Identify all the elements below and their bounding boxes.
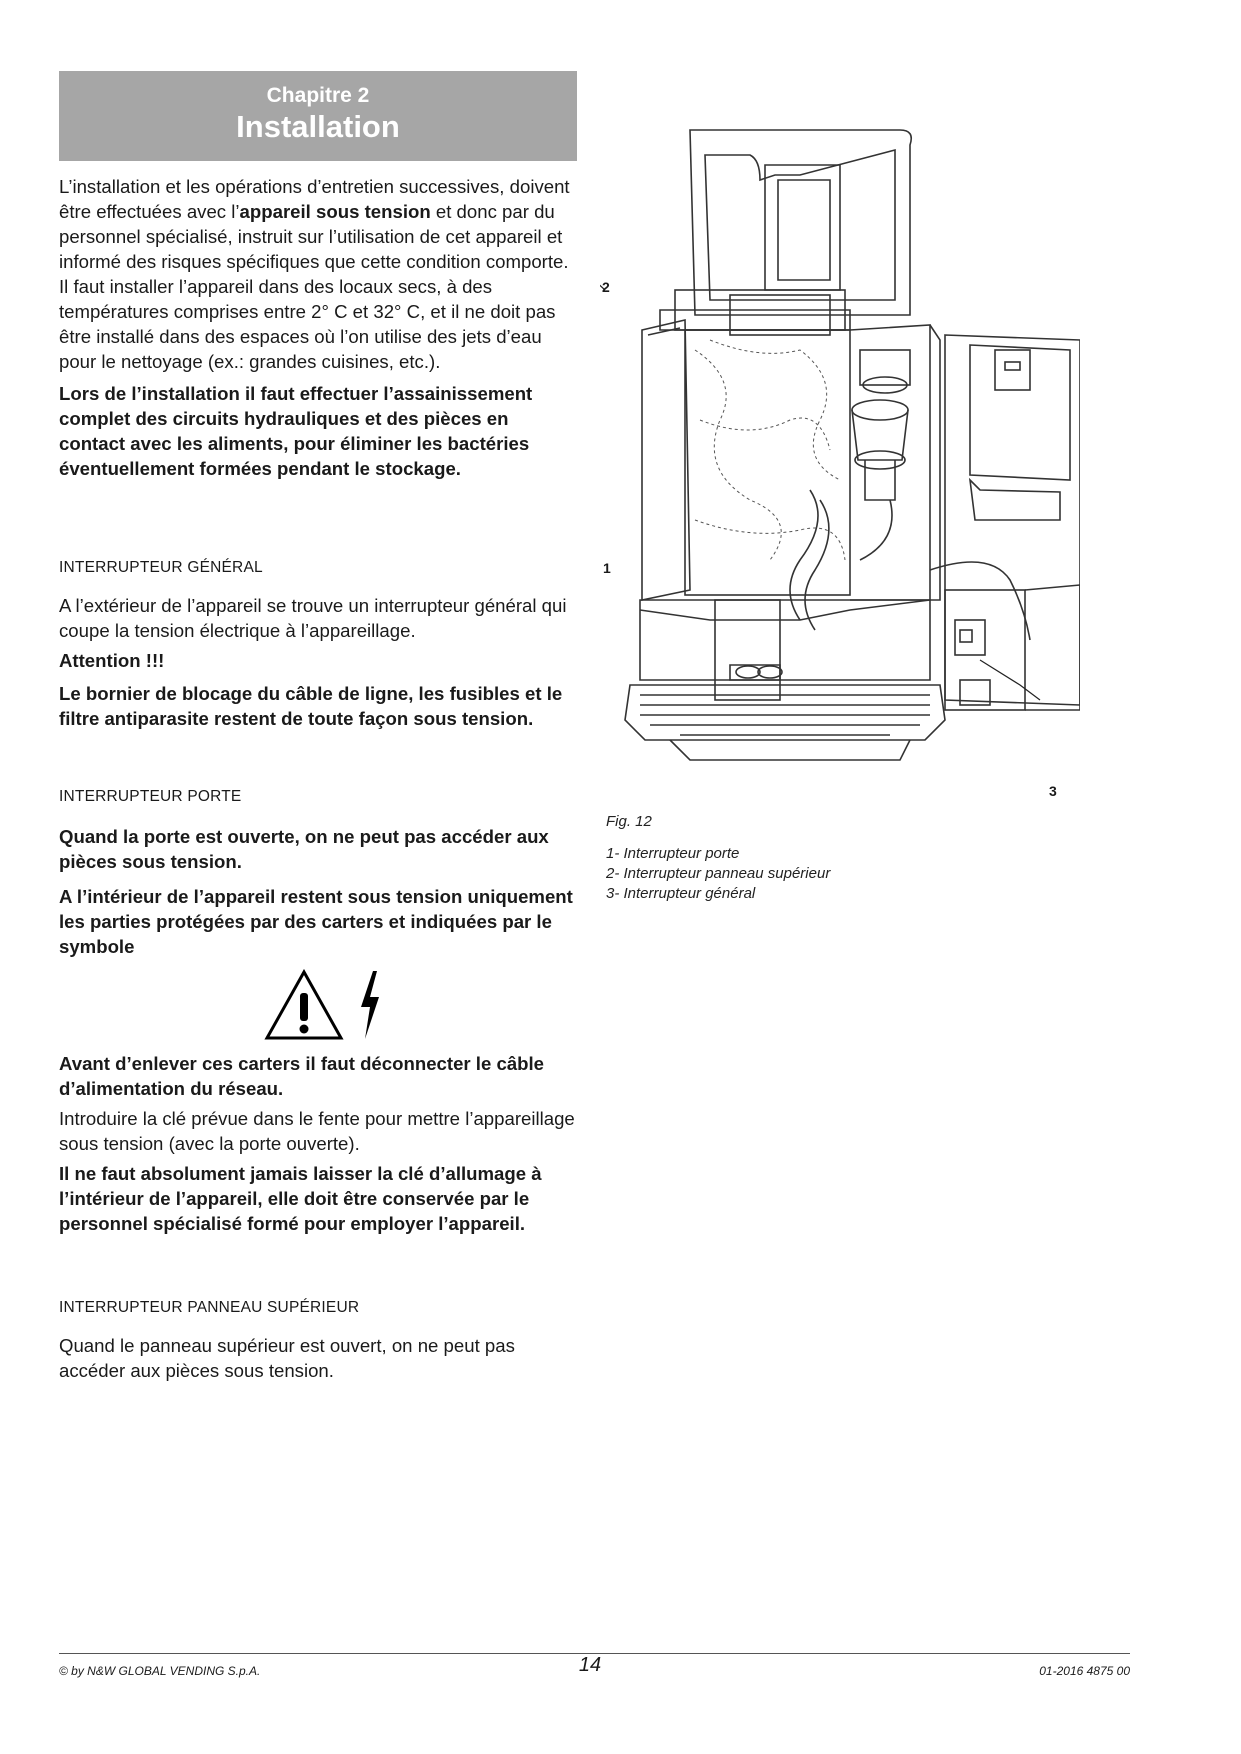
door-switch-text: Introduire la clé prévue dans le fente pour mettre l’appareillage sous tension (avec la porte ouverte). — [59, 1108, 575, 1154]
general-switch-warning: Le bornier de blocage du câble de ligne, les fusibles et le filtre antiparasite restent de toute façon sous tension. — [59, 683, 563, 729]
intro-warning: Lors de l’installation il faut effectuer l’assainissement complet des circuits hydrauliques et des pièces en contact avec les aliments, pour éliminer les bactéries éventuellement formées pendant le stockage. — [59, 383, 533, 479]
door-switch-bold-3: Avant d’enlever ces carters il faut déconnecter le câble d’alimentation du réseau. — [59, 1053, 545, 1099]
chapter-title: Installation — [236, 109, 400, 144]
legend-item-3: 3- Interrupteur général — [606, 885, 756, 902]
chapter-header — [59, 71, 577, 161]
footer-copyright: © by N&W GLOBAL VENDING S.p.A. — [59, 1664, 261, 1678]
lightning-bolt-icon — [357, 969, 383, 1041]
page-number: 14 — [578, 1654, 602, 1676]
figure-label: Fig. 12 — [606, 813, 652, 830]
general-switch-text: A l’extérieur de l’appareil se trouve un interrupteur général qui coupe la tension électrique à l’appareillage. — [59, 595, 567, 641]
callout-2: 2 — [602, 279, 610, 295]
door-switch-heading: INTERRUPTEUR PORTE — [59, 788, 242, 805]
general-switch-section — [59, 558, 579, 731]
top-panel-switch-heading: INTERRUPTEUR PANNEAU SUPÉRIEUR — [59, 1299, 360, 1316]
chapter-number: Chapitre 2 — [266, 84, 370, 107]
door-switch-section — [59, 787, 579, 1236]
door-switch-bold-2: A l’intérieur de l’appareil restent sous tension uniquement les parties protégées par des carters et indiquées par le symbole — [59, 886, 573, 957]
intro-paragraph-1: L’installation et les opérations d’entretien successives, doivent être effectuées avec l’appareil sous tension et donc par du personnel spécialisé, instruit sur l’utilisation de cet appareil et informé des risques spécifiques que cette condition comporte. — [59, 176, 570, 272]
top-panel-switch-text: Quand le panneau supérieur est ouvert, on ne peut pas accéder aux pièces sous tension. — [59, 1335, 515, 1381]
footer-doc-code: 01-2016 4875 00 — [1039, 1664, 1130, 1678]
top-panel-switch-section — [59, 1298, 579, 1383]
legend-item-2: 2- Interrupteur panneau supérieur — [606, 865, 831, 882]
callout-1: 1 — [603, 560, 611, 576]
door-switch-bold-1: Quand la porte est ouverte, on ne peut pas accéder aux pièces sous tension. — [59, 826, 549, 872]
door-switch-bold-4: Il ne faut absolument jamais laisser la clé d’allumage à l’intérieur de l’appareil, elle doit être conservée par le personnel spécialisé formé pour employer l’appareil. — [59, 1163, 542, 1234]
machine-diagram — [600, 120, 1080, 810]
callout-3: 3 — [1049, 783, 1057, 799]
general-switch-heading: INTERRUPTEUR GÉNÉRAL — [59, 559, 263, 576]
intro-section — [59, 174, 579, 481]
warning-triangle-icon — [264, 969, 344, 1041]
intro-paragraph-2: Il faut installer l’appareil dans des locaux secs, à des températures comprises entre 2° C et 32° C, et il ne doit pas être installé dans des espaces où l’on utilise des jets d’eau pour le nettoyage (ex.: grandes cuisines, etc.). — [59, 276, 556, 372]
attention-label: Attention !!! — [59, 650, 165, 671]
legend-item-1: 1- Interrupteur porte — [606, 845, 740, 862]
hazard-symbols — [59, 959, 579, 1049]
